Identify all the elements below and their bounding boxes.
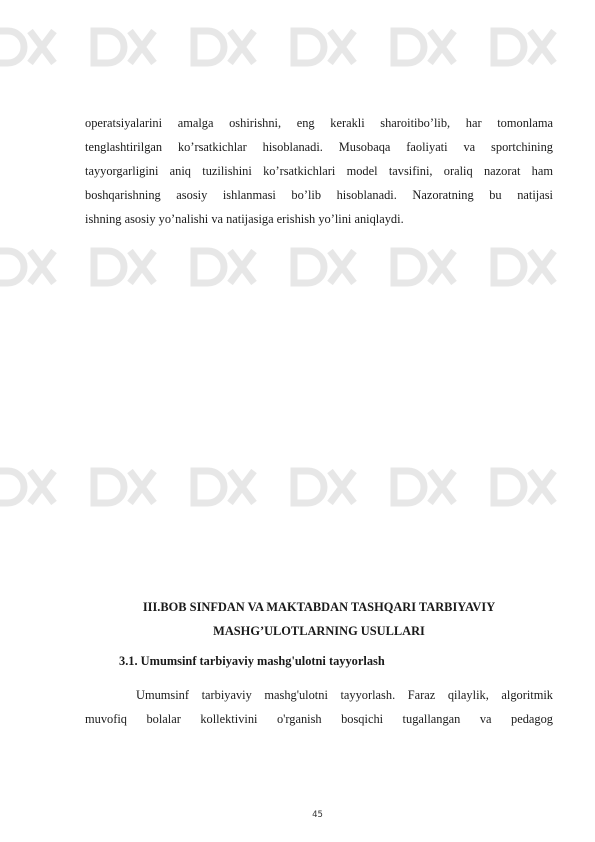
page-number: 45 [312, 810, 323, 820]
paragraph-line: tenglashtirilgan ko’rsatkichlar hisoblanadi. Musobaqa faoliyati va sportchining [85, 140, 553, 154]
body-paragraph-top [85, 111, 553, 231]
watermark-logo [390, 465, 462, 509]
paragraph-line: boshqarishning asosiy ishlanmasi bo’lib hisoblanadi. Nazoratning bu natijasi [85, 188, 553, 202]
paragraph-line: muvofiq bolalar kollektivini o'rganish bosqichi tugallangan va pedagog [85, 712, 553, 726]
watermark-logo [290, 245, 362, 289]
paragraph-line: Umumsinf tarbiyaviy mashg'ulotni tayyorlash. Faraz qilaylik, algoritmik [136, 688, 553, 702]
watermark-logo [190, 245, 262, 289]
paragraph-line: ishning asosiy yo’nalishi va natijasiga erishish yo’lini aniqlaydi. [85, 212, 404, 226]
body-paragraph-bottom [85, 683, 553, 731]
watermark-logo [290, 465, 362, 509]
watermark-logo [390, 245, 462, 289]
watermark-logo [490, 465, 562, 509]
watermark-logo [490, 25, 562, 69]
watermark-logo [290, 25, 362, 69]
watermark-logo [90, 25, 162, 69]
chapter-title-line: III.BOB SINFDAN VA MAKTABDAN TASHQARI TARBIYAVIY [142, 600, 496, 614]
watermark-logo [90, 245, 162, 289]
paragraph-line: tayyorgarligini aniq tuzilishini ko’rsatkichlari model tavsifini, oraliq nazorat ham [85, 164, 553, 178]
watermark-logo [90, 465, 162, 509]
watermark-logo [390, 25, 462, 69]
watermark-logo [190, 25, 262, 69]
watermark-logo [0, 25, 62, 69]
chapter-title [85, 595, 553, 643]
watermark-logo [490, 245, 562, 289]
paragraph-line: operatsiyalarini amalga oshirishni, eng kerakli sharoitibo’lib, har tomonlama [85, 116, 553, 130]
section-title: 3.1. Umumsinf tarbiyaviy mashg'ulotni tayyorlash [119, 654, 385, 668]
watermark-logo [190, 465, 262, 509]
watermark-logo [0, 465, 62, 509]
chapter-title-line: MASHG’ULOTLARNING USULLARI [213, 624, 425, 638]
watermark-logo [0, 245, 62, 289]
